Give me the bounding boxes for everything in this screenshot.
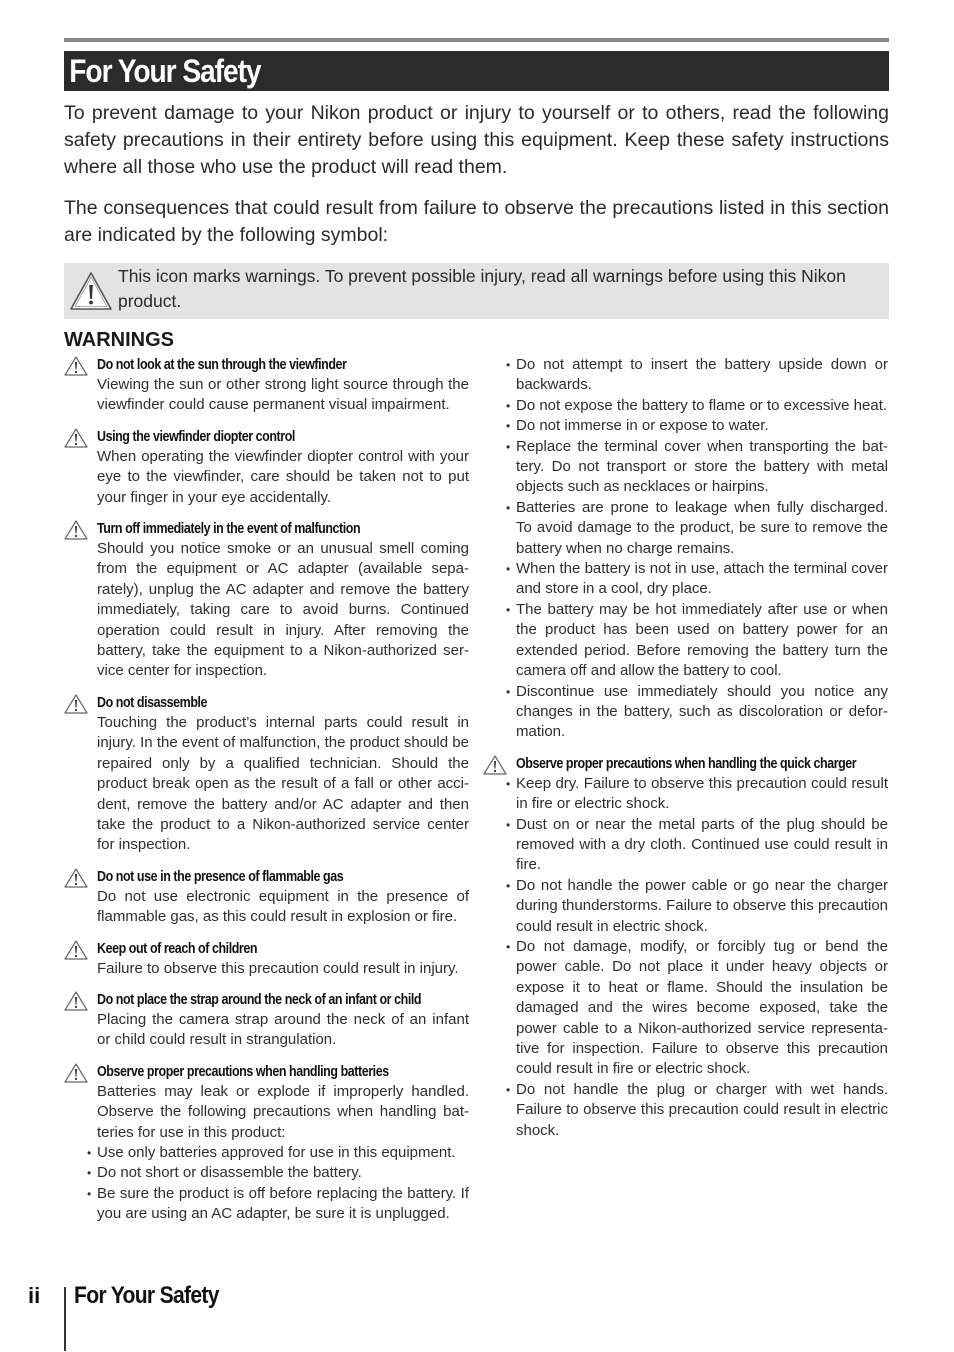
warning-body: Failure to observe this precaution could result in injury. — [97, 959, 459, 977]
list-item: • Do not expose the battery to flame or to excessive heat. — [506, 396, 888, 416]
warning-title: Observe proper precautions when handling the quick charger — [516, 755, 857, 772]
right-column — [483, 355, 888, 1152]
warning-item — [64, 939, 469, 979]
list-item: • Do not handle the power cable or go near the charger during thunderstorms. Failure to observe this precaution could result in electric shock. — [506, 876, 888, 937]
warning-item — [64, 519, 469, 682]
warning-body: Touching the product’s internal parts could result in injury. In the event of malfunction, the product should be repaired only by a qualified technician. Should the product break open as the result of a fall or other accident, remove the battery and/or AC adapter and then take the product to a Nikon-authorized service center for inspection. — [97, 713, 469, 854]
page-number: ii — [28, 1283, 41, 1308]
symbol-explanation-box — [64, 263, 889, 319]
warning-body: Should you notice smoke or an unusual smell coming from the equipment or AC adapter (available separately), unplug the AC adapter and remove the battery immediately, taking care to avoid burns. Continued operation could result in injury. After removing the battery, take the equipment to a Nikon-authorized service center for inspection. — [97, 540, 469, 680]
list-item: • Do not handle the plug or charger with wet hands. Failure to observe this precaution could result in electric shock. — [506, 1080, 888, 1141]
list-item: • Keep dry. Failure to observe this precaution could result in fire or electric shock. — [506, 774, 888, 815]
warning-item — [483, 754, 888, 1141]
warning-item — [64, 1062, 469, 1225]
list-item: • Use only batteries approved for use in this equipment. — [87, 1143, 469, 1163]
warning-triangle-icon — [64, 940, 88, 965]
warning-title: Do not place the strap around the neck of an infant or child — [97, 991, 422, 1008]
charger-precautions-list — [506, 774, 888, 1141]
list-item: • Do not damage, modify, or forcibly tug or bend the power cable. Do not place it under heavy objects or expose it to heat or flame. Should the insulation be damaged and the wires become exposed, take the power cable to a Nikon-authorized service representative for inspection. Failure to observe this precaution could result in fire or electric shock. — [506, 937, 888, 1080]
warning-triangle-icon — [64, 263, 118, 319]
battery-precautions-list — [87, 1143, 469, 1225]
symbol-explanation-text: This icon marks warnings. To prevent possible injury, read all warnings before using this Nikon product. — [118, 266, 846, 311]
intro-paragraph: The consequences that could result from failure to observe the precautions listed in this section are indicated by the following symbol: — [64, 197, 889, 246]
warning-title: Using the viewfinder diopter control — [97, 428, 295, 445]
warning-item — [64, 355, 469, 416]
warning-title: Do not look at the sun through the viewfinder — [97, 357, 347, 373]
warning-title: Keep out of reach of children — [97, 940, 258, 957]
warning-body: Placing the camera strap around the neck of an infant or child could result in strangulation. — [97, 1010, 469, 1049]
list-item: • When the battery is not in use, attach the terminal cover and store in a cool, dry place. — [506, 559, 888, 600]
list-item: • Do not short or disassemble the battery. — [87, 1163, 469, 1183]
list-item: • Batteries are prone to leakage when fully discharged. To avoid damage to the product, be sure to remove the battery when no charge remains. — [506, 498, 888, 559]
warning-triangle-icon — [64, 868, 88, 893]
warning-item — [64, 867, 469, 928]
warning-triangle-icon — [64, 428, 88, 453]
warning-item — [64, 693, 469, 856]
page-title: For Your Safety — [69, 53, 261, 89]
list-item: • Do not attempt to insert the battery upside down or backwards. — [506, 355, 888, 396]
warning-body: Viewing the sun or other strong light source through the viewfinder could cause permanent visual impairment. — [97, 376, 469, 414]
warning-title: Observe proper precautions when handling batteries — [97, 1063, 389, 1080]
warning-title: Do not disassemble — [97, 694, 208, 711]
warning-triangle-icon — [64, 520, 88, 545]
warning-body: Batteries may leak or explode if improperly handled. Observe the following precautions when handling batteries for use in this product: — [97, 1082, 469, 1141]
list-item: • Dust on or near the metal parts of the plug should be removed with a dry cloth. Continued use could result in fire. — [506, 815, 888, 876]
list-item: • Discontinue use immediately should you notice any changes in the battery, such as discoloration or deformation. — [506, 682, 888, 743]
warning-body: When operating the viewfinder diopter control with your eye to the viewfinder, care should be taken not to put your finger in your eye accidentally. — [97, 447, 469, 506]
warning-item — [64, 427, 469, 508]
footer-rule — [64, 1287, 66, 1351]
warning-triangle-icon — [64, 356, 88, 381]
warning-triangle-icon — [64, 694, 88, 719]
warnings-heading: WARNINGS — [64, 329, 174, 351]
intro — [64, 100, 889, 263]
warning-triangle-icon — [483, 755, 507, 780]
footer-section-title: For Your Safety — [74, 1282, 219, 1309]
warning-title: Do not use in the presence of flammable gas — [97, 868, 344, 885]
warning-body: Do not use electronic equipment in the presence of flammable gas, as this could result in explosion or fire. — [97, 887, 469, 926]
battery-precautions-list — [483, 355, 888, 743]
warning-triangle-icon — [64, 991, 88, 1016]
list-item: • Replace the terminal cover when transporting the battery. Do not transport or store the battery with metal objects such as necklaces or hairpins. — [506, 437, 888, 498]
warning-triangle-icon — [64, 1063, 88, 1088]
warning-item — [64, 990, 469, 1051]
intro-paragraph: To prevent damage to your Nikon product or injury to yourself or to others, read the following safety precautions in their entirety before using this equipment. Keep these safety instructions where all those who use the product will read them. — [64, 102, 889, 178]
header-rule — [64, 38, 889, 42]
list-item: • Do not immerse in or expose to water. — [506, 416, 888, 436]
list-item: • Be sure the product is off before replacing the battery. If you are using an AC adapter, be sure it is unplugged. — [87, 1184, 469, 1225]
list-item: • The battery may be hot immediately after use or when the product has been used on battery power for an extended period. Before removing the battery turn the camera off and allow the battery to cool. — [506, 600, 888, 682]
title-bar — [64, 51, 889, 91]
warning-title: Turn off immediately in the event of malfunction — [97, 521, 361, 538]
left-column — [64, 355, 469, 1236]
